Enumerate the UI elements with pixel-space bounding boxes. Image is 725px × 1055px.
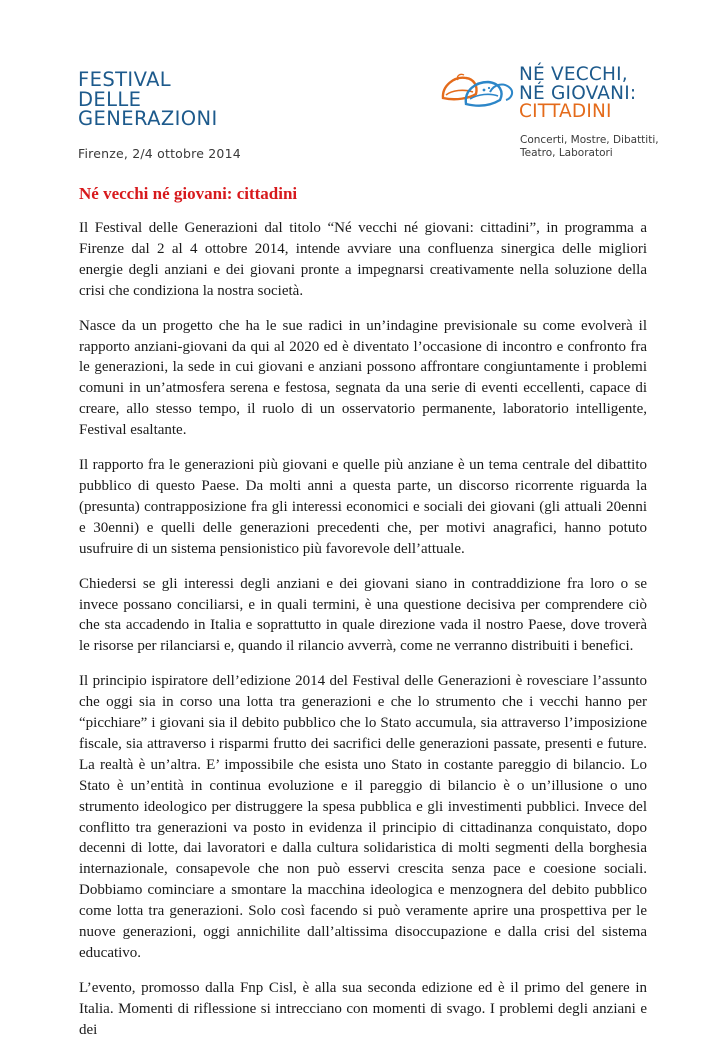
slogan — [519, 66, 636, 122]
slogan-sub-line: Teatro, Laboratori — [520, 146, 613, 159]
festival-line: GENERAZIONI — [78, 107, 218, 130]
place-date: Firenze, 2/4 ottobre 2014 — [78, 146, 241, 161]
slogan-line: NÉ GIOVANI: — [519, 82, 637, 104]
document-body — [79, 218, 647, 1055]
paragraph: Il principio ispiratore dell’edizione 2014 del Festival delle Generazioni è rovesciare l’assunto che oggi sia in corso una lotta tra generazioni e che lo strumento che i vecchi hanno per “picchiare” i giovani sia il debito pubblico che lo Stato accumula, sia attraverso l’imposizione fiscale, sia attraverso i risparmi frutto dei sacrifici delle generazioni passate, presenti e future. La realtà è un’altra. E’ impossibile che esista uno Stato in costante pareggio di bilancio. Lo Stato è un’entità in continua evoluzione e il pareggio di bilancio è o un’illusione o uno strumento ideologico per distruggere la spesa pubblica e gli investimenti pubblici. Invece del conflitto tra generazioni va posto in evidenza il principio di cittadinanza conquistato, dopo decenni di lotte, dai lavoratori e dalla cultura solidaristica di molti segmenti della borghesia internazionale, consapevole che non può esservi crescita senza pace e coesione sociali. Dobbiamo cominciare a smontare la macchina ideologica e menzognera del debito pubblico come lotta tra generazioni. Solo così facendo si può veramente aprire una prospettiva per le nuove generazioni, oggi annichilite dall’altissima disoccupazione e dalla crisi del sistema educativo. — [79, 673, 647, 961]
slogan-subtitle — [520, 134, 659, 159]
paragraph: Nasce da un progetto che ha le sue radici in un’indagine previsionale su come evolverà il rapporto anziani-giovani da qui al 2020 ed è diventato l’occasione di incontro e confronto fra le generazioni, la sede in cui giovani e anziani possono affrontare congiuntamente i problemi comuni in un’atmosfera serena e festosa, segnata da una serie di eventi eccellenti, capace di creare, allo stesso tempo, il ruolo di un osservatorio permanente, laboratorio intelligente, Festival esaltante. — [79, 317, 647, 439]
paragraph: Il Festival delle Generazioni dal titolo “Né vecchi né giovani: cittadini”, in programma a Firenze dal 2 al 4 ottobre 2014, intende avviare una confluenza sinergica delle migliori energie degli anziani e dei giovani pronte a impegnarsi creativamente nella soluzione della crisi che condiziona la nostra società. — [79, 220, 647, 299]
paragraph: Il rapporto fra le generazioni più giovani e quelle più anziane è un tema centrale del dibattito pubblico di questo Paese. Da molti anni a questa parte, un discorso ricorrente riguarda la (presunta) contrapposizione fra gli interessi economici e sociali dei giovani (gli attuali 20enni e 30enni) e quelli delle generazioni precedenti che, per motivi anagrafici, hanno potuto usufruire di un sistema pensionistico più favorevole dell’attuale. — [79, 457, 647, 557]
hats-icon — [440, 68, 516, 112]
slogan-sub-line: Concerti, Mostre, Dibattiti, — [520, 134, 659, 146]
paragraph: Chiedersi se gli interessi degli anziani e dei giovani siano in contraddizione fra loro o se invece possano conciliarsi, e in quali termini, è una questione decisiva per comprendere ciò che sta accadendo in Italia e soprattutto in quale direzione vada il nostro Paese, dove troverà le risorse per rilanciarsi e, quando il rilancio avverrà, come ne verranno distribuiti i benefici. — [79, 575, 647, 655]
document-title: Né vecchi né giovani: cittadini — [79, 184, 298, 203]
festival-line: FESTIVAL — [78, 68, 172, 91]
festival-logo-text — [78, 70, 218, 129]
paragraph: L’evento, promosso dalla Fnp Cisl, è alla sua seconda edizione ed è il primo del genere in Italia. Momenti di riflessione si intrecciano con momenti di svago. I problemi degli anziani e dei — [79, 979, 647, 1038]
slogan-line: NÉ VECCHI, — [519, 64, 628, 85]
slogan-line: CITTADINI — [519, 101, 612, 122]
festival-line: DELLE — [78, 87, 142, 111]
